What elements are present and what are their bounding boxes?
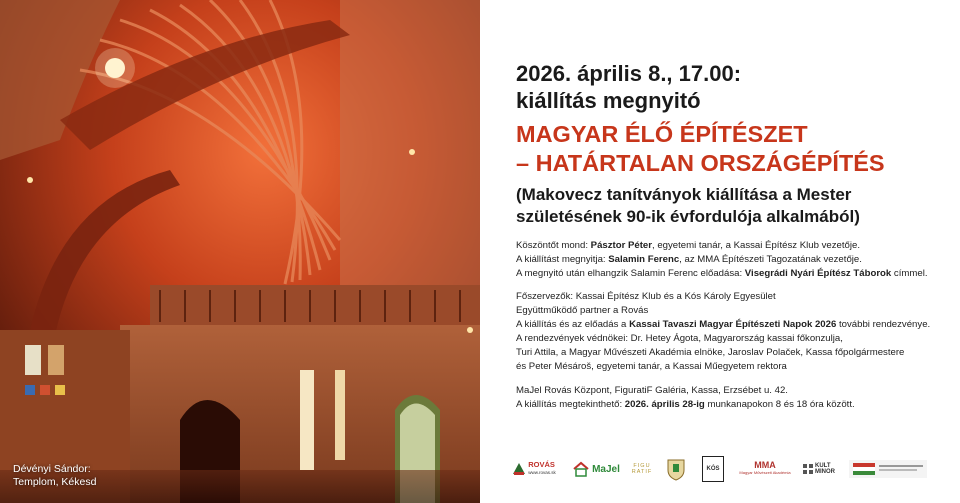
organizers-line2: Együttműködő partner a Rovás (516, 305, 649, 316)
mma-logo (735, 455, 795, 483)
greeting-suffix: , egyetemi tanár, a Kassai Építész Klub vezetője. (652, 240, 860, 251)
venue-viewing-suffix: munkanapokon 8 és 18 óra között. (704, 399, 855, 410)
exhibition-title-line2: – HATÁRTALAN ORSZÁGÉPÍTÉS (516, 150, 885, 176)
government-logo (848, 455, 928, 483)
venue-viewing (516, 398, 946, 412)
exhibition-title-line1: MAGYAR ÉLŐ ÉPÍTÉSZET (516, 121, 808, 147)
exhibition-subtitle (516, 184, 946, 228)
rovas-sublabel: www.rovas.sk (528, 470, 556, 475)
speakers-block (516, 239, 946, 281)
exhibition-subtitle-line1: (Makovecz tanítványok kiállítása a Mester (516, 185, 852, 204)
rovas-icon (512, 462, 526, 476)
organizers-line3-suffix: további rendezvénye. (836, 319, 931, 330)
kos-label: KÓS (702, 456, 724, 482)
organizers-line1: Főszervezők: Kassai Építész Klub és a Kós Károly Egyesület (516, 291, 776, 302)
kult-minor-logo (800, 455, 840, 483)
venue-viewing-date: 2026. április 28-ig (624, 399, 705, 410)
organizers-line5: Turi Attila, a Magyar Művészeti Akadémia elnöke, Jaroslav Polaček, Kassa főpolgármestere (516, 347, 905, 358)
opening-suffix: , az MMA Építészeti Tagozatának vezetője. (679, 254, 862, 265)
lecture-title: Visegrádi Nyári Építész Táborok (744, 268, 892, 279)
majel-logo (570, 455, 622, 483)
mma-label: MMA (754, 460, 776, 470)
rovas-label: ROVÁS (528, 460, 555, 469)
opening-line (516, 253, 946, 267)
majel-house-icon (572, 461, 590, 477)
photo-credit-author: Dévényi Sándor: (13, 463, 91, 475)
lecture-prefix: A megnyitó után elhangzik Salamin Ferenc előadása: (516, 268, 745, 279)
photo-credit (13, 463, 96, 489)
organizers-line4: A rendezvények védnökei: Dr. Hetey Ágota, Magyarország kassai főkonzulja, (516, 333, 843, 344)
exhibition-title (516, 120, 946, 178)
greeting-prefix: Köszöntőt mond: (516, 240, 591, 251)
organizers-block (516, 290, 946, 374)
majel-label: MaJel (592, 463, 620, 475)
mma-sublabel: Magyar Művészeti Akadémia (739, 470, 791, 475)
photo-credit-place: Templom, Kékesd (13, 476, 97, 488)
venue-block (516, 384, 946, 412)
event-type: kiállítás megnyitó (516, 88, 701, 113)
hungarian-flag-icon (849, 460, 927, 478)
event-date: 2026. április 8., 17.00: (516, 61, 742, 86)
crest-logo (665, 455, 687, 483)
organizers-line3-prefix: A kiállítás és az előadás a (516, 319, 630, 330)
opening-name: Salamin Ferenc (608, 254, 680, 265)
kult-minor-label: KULT MINOR (815, 463, 835, 475)
greeting-line (516, 239, 946, 253)
greeting-name: Pásztor Péter (590, 240, 652, 251)
organizers-line6: és Peter Mésároš, egyetemi tanár, a Kassai Műegyetem rektora (516, 361, 787, 372)
sponsor-logos (510, 455, 950, 483)
exhibition-subtitle-line2: születésének 90-ik évfordulója alkalmából) (516, 207, 860, 226)
lecture-line (516, 267, 946, 281)
figuratif-logo (630, 455, 654, 483)
opening-prefix: A kiállítást megnyitja: (516, 254, 609, 265)
event-text (516, 60, 946, 412)
figuratif-label: FIGURATIF (631, 463, 653, 475)
organizers-line3 (516, 318, 946, 332)
venue-viewing-prefix: A kiállítás megtekinthető: (516, 399, 625, 410)
organizers-line3-bold: Kassai Tavaszi Magyar Építészeti Napok 2026 (629, 319, 837, 330)
venue-location: MaJel Rovás Központ, FiguratiF Galéria, Kassa, Erzsébet u. 42. (516, 385, 788, 396)
crest-icon (666, 457, 686, 481)
kult-grid-icon (803, 464, 813, 474)
lecture-suffix: címmel. (891, 268, 928, 279)
kos-logo (702, 455, 724, 483)
rovas-logo (510, 455, 558, 483)
